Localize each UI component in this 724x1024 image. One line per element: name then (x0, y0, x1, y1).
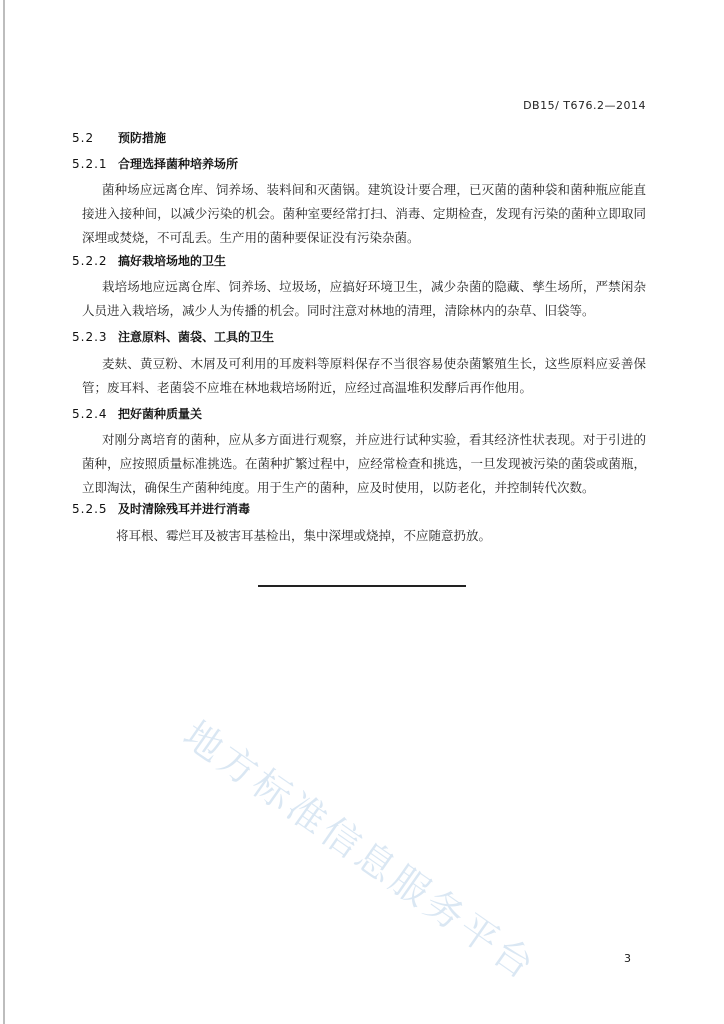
paragraph-5-2-1: 菌种场应远离仓库、饲养场、装料间和灭菌锅。建筑设计要合理，已灭菌的菌种袋和菌种瓶应能直接进入接种间，以减少污染的机会。菌种室要经常打扫、消毒、定期检查，发现有污染的菌种立即取同深埋或焚烧，不可乱丢。生产用的菌种要保证没有污染杂菌。 (82, 182, 646, 245)
watermark: 地方标准信息服务平台 (175, 712, 545, 990)
subsection-heading-5-2-2 (72, 252, 226, 269)
subsection-number: 5.2.3 (72, 330, 108, 344)
subsection-heading-5-2-1 (72, 155, 238, 172)
section-number: 5.2 (72, 131, 95, 145)
page-number: 3 (624, 952, 631, 965)
subsection-number: 5.2.1 (72, 157, 108, 171)
subsection-number: 5.2.2 (72, 254, 108, 268)
section-heading (72, 129, 166, 146)
subsection-title: 把好菌种质量关 (118, 407, 203, 421)
section-title: 预防措施 (118, 131, 167, 145)
end-rule (258, 585, 466, 587)
scan-edge (3, 0, 5, 1024)
standard-code: DB15/ T676.2—2014 (523, 99, 646, 112)
subsection-title: 注意原料、菌袋、工具的卫生 (118, 330, 275, 344)
subsection-title: 及时清除残耳并进行消毒 (118, 502, 251, 516)
subsection-number: 5.2.5 (72, 502, 108, 516)
paragraph-5-2-3: 麦麸、黄豆粉、木屑及可利用的耳废料等原料保存不当很容易使杂菌繁殖生长，这些原料应妥善保管；废耳料、老菌袋不应堆在林地栽培场附近，应经过高温堆积发酵后再作他用。 (82, 356, 646, 395)
subsection-number: 5.2.4 (72, 407, 108, 421)
paragraph-5-2-4: 对刚分离培育的菌种，应从多方面进行观察，并应进行试种实验，看其经济性状表现。对于引进的菌种，应按照质量标准挑选。在菌种扩繁过程中，应经常检查和挑选，一旦发现被污染的菌袋或菌瓶，立即淘汰，确保生产菌种纯度。用于生产的菌种，应及时使用，以防老化，并控制转代次数。 (82, 432, 646, 495)
subsection-title: 合理选择菌种培养场所 (118, 157, 239, 171)
paragraph-5-2-2: 栽培场地应远离仓库、饲养场、垃圾场，应搞好环境卫生，减少杂菌的隐藏、孳生场所，严禁闲杂人员进入栽培场，减少人为传播的机会。同时注意对林地的清理，清除林内的杂草、旧袋等。 (82, 279, 646, 318)
subsection-heading-5-2-4 (72, 405, 202, 422)
paragraph-5-2-5: 将耳根、霉烂耳及被害耳基检出，集中深埋或烧掉，不应随意扔放。 (116, 528, 492, 543)
subsection-heading-5-2-3 (72, 328, 274, 345)
subsection-title: 搞好栽培场地的卫生 (118, 254, 227, 268)
subsection-heading-5-2-5 (72, 500, 250, 517)
